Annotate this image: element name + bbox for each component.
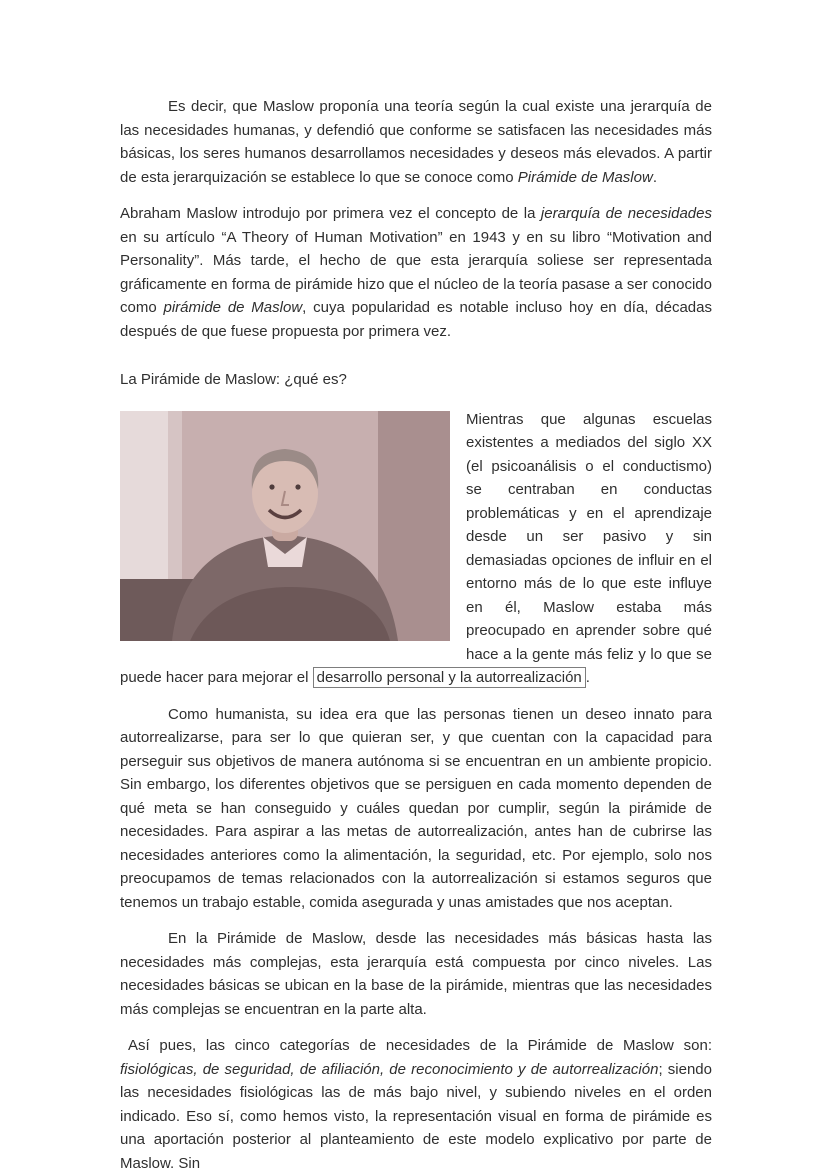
text-run-italic: jerarquía de necesidades bbox=[540, 205, 712, 222]
maslow-portrait-photo bbox=[120, 411, 450, 641]
paragraph-6 bbox=[120, 1034, 712, 1171]
text-run-italic: fisiológicas, de seguridad, de afiliación, de reconocimiento y de autorrealización bbox=[120, 1060, 659, 1078]
section-heading: La Pirámide de Maslow: ¿qué es? bbox=[120, 371, 347, 388]
text-run: Es decir, que Maslow proponía una teoría según la cual existe una jerarquía de las necesidades humanas, y defendió que conforme se satisfacen las necesidades más básicas, los seres humanos desarrollamos necesidades y deseos más elevados. A partir de esta jerarquización se establece lo que se conoce como bbox=[120, 98, 712, 186]
text-run: Como humanista, su idea era que las personas tienen un deseo innato para autorrealizarse, para ser lo que quieran ser, y que cuentan con la capacidad para perseguir sus objetivos de manera autónoma si se encuentran en un ambiente propicio. Sin embargo, los diferentes objetivos que se persiguen en cada momento dependen de qué meta se han conseguido y cuáles quedan por cumplir, según la pirámide de necesidades. Para aspirar a las metas de autorrealización, antes han de cubrirse las necesidades anteriores como la alimentación, la seguridad, etc. Por ejemplo, solo nos preocupamos de temas relacionados con la autorrealización si estamos seguros que tenemos un trabajo estable, comida asegurada y unas amistades que nos aceptan. bbox=[120, 705, 712, 911]
paragraph-4 bbox=[120, 703, 712, 915]
portrait-illustration bbox=[120, 411, 450, 641]
text-run: En la Pirámide de Maslow, desde las necesidades más básicas hasta las necesidades más complejas, esta jerarquía está compuesta por cinco niveles. Las necesidades básicas se ubican en la base de la pirámide, mientras que las necesidades más complejas se encuentran en la parte alta. bbox=[120, 930, 712, 1018]
paragraph-5 bbox=[120, 927, 712, 1021]
photo-paragraph-block bbox=[120, 408, 712, 690]
text-run: . bbox=[652, 168, 657, 186]
text-run: Mientras que algunas escuelas existentes a mediados del siglo XX (el psicoanálisis o el conductismo) se centraban en conductas problemáticas y en el aprendizaje desde un ser pasivo y sin demasiadas opciones de influir en el entorno más de lo que este influye en él, Maslow estaba más preocupado en aprender sobre qué hace a la gente más feliz y lo que se puede hacer para mejorar el bbox=[120, 410, 712, 686]
text-run-italic: Pirámide de Maslow bbox=[517, 168, 653, 186]
text-run: . bbox=[585, 669, 590, 686]
text-run: en su artículo “A Theory of Human Motivation” en 1943 y en su libro “Motivation and Personality”. Más tarde, el hecho de que esta jerarquía soliese ser representada gráficamente en forma de pirámide hizo que el núcleo de la teoría pasase a ser conocido como bbox=[120, 228, 712, 316]
paragraph-1 bbox=[120, 95, 712, 189]
text-run: , cuya popularidad es notable incluso hoy en día, décadas después de que fuese propuesta por primera vez. bbox=[120, 299, 712, 340]
text-run: Así pues, las cinco categorías de necesidades de la Pirámide de Maslow son: bbox=[128, 1037, 712, 1054]
text-run-italic: pirámide de Maslow bbox=[163, 299, 303, 316]
text-run: ; siendo las necesidades fisiológicas las de más bajo nivel, y subiendo niveles en el orden indicado. Eso sí, como hemos visto, la representación visual en forma de pirámide es una aportación posterior al planteamiento de este modelo explicativo por parte de Maslow. Sin bbox=[120, 1060, 712, 1171]
text-run: Abraham Maslow introdujo por primera vez el concepto de la bbox=[120, 205, 541, 222]
boxed-link-text[interactable]: desarrollo personal y la autorrealización bbox=[313, 667, 586, 688]
paragraph-2 bbox=[120, 202, 712, 343]
